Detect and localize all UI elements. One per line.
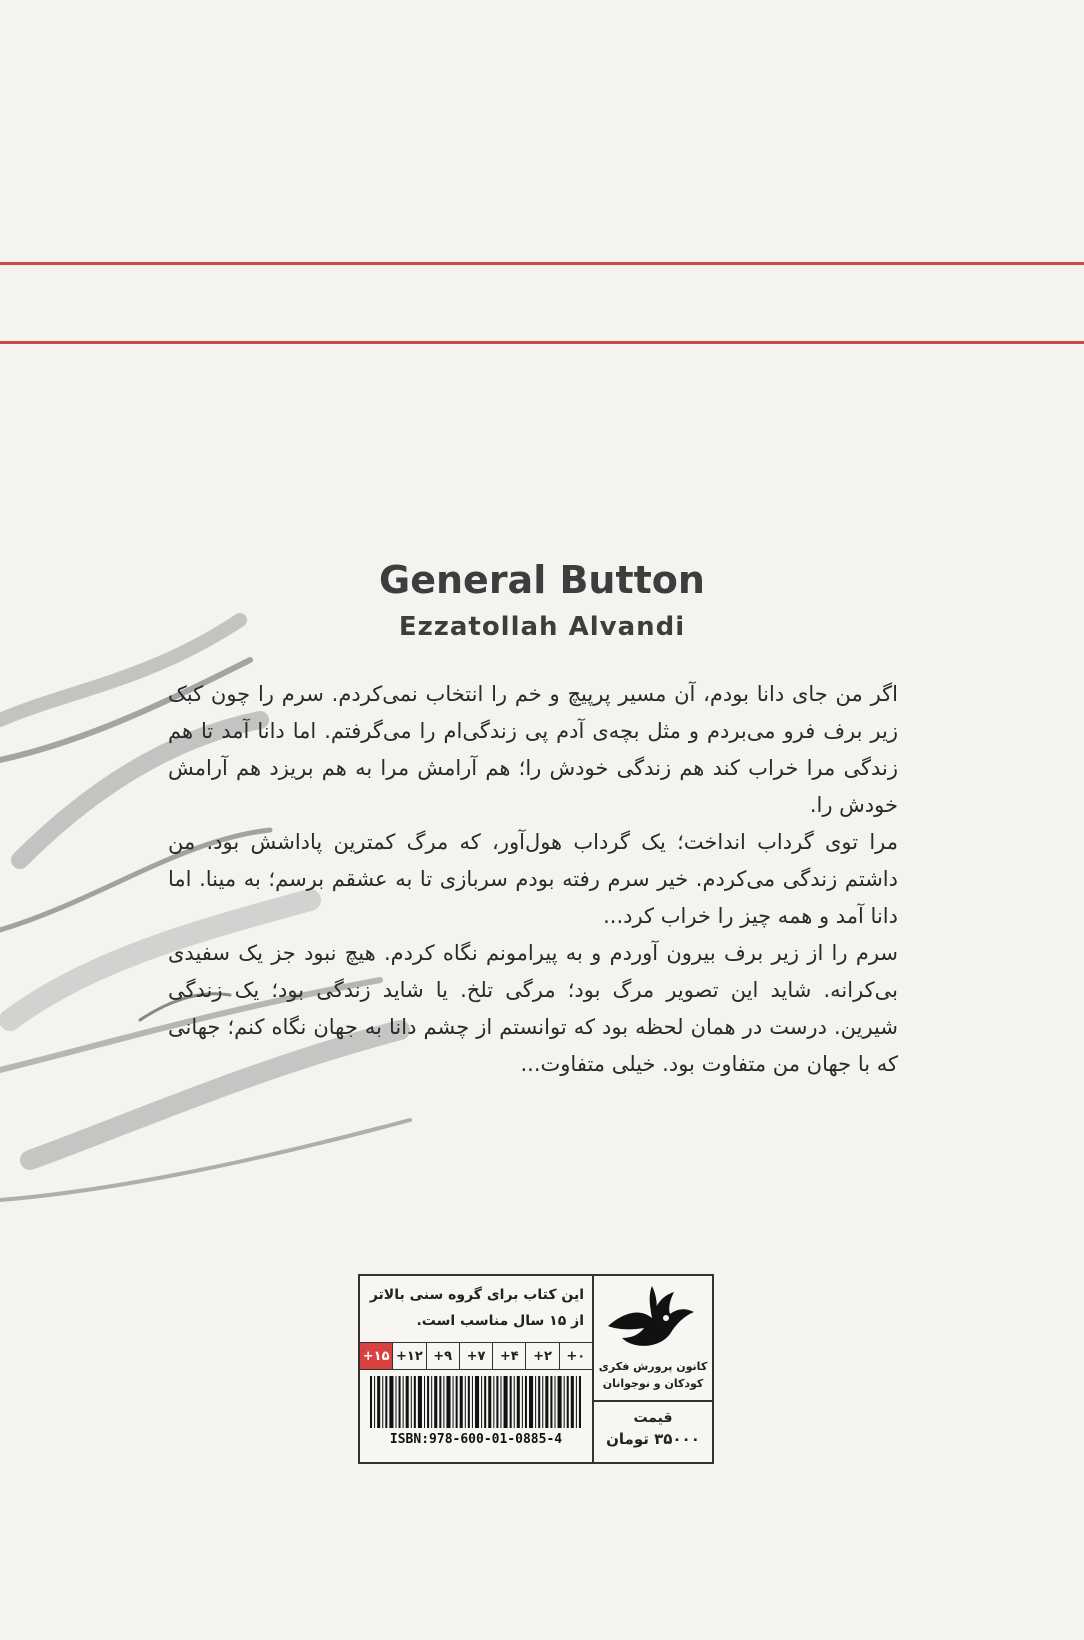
bird-logo-icon	[604, 1282, 698, 1354]
price-value: ۳۵۰۰۰ تومان	[606, 1430, 700, 1448]
age-group-cell: +۰	[559, 1343, 592, 1369]
publisher-info-box	[358, 1274, 714, 1464]
age-group-row	[360, 1342, 592, 1370]
age-group-cell: +۱۵	[360, 1343, 392, 1369]
book-author: Ezzatollah Alvandi	[398, 612, 686, 642]
top-red-rule	[0, 262, 1084, 265]
age-group-cell: +۷	[459, 1343, 492, 1369]
age-group-cell: +۲	[525, 1343, 558, 1369]
blurb-paragraph: اگر من جای دانا بودم، آن مسیر پرپیچ و خم را انتخاب نمی‌کردم. سرم را چون کبک زیر برف فرو می‌بردم و مثل بچه‌ی آدم پی زندگی‌ام را می‌گرفتم. اما دانا آمد تا هم زندگی مرا خراب کند هم زندگی خودش را؛ هم آرامش مرا به هم بریزد هم آرامش خودش را.	[168, 682, 898, 817]
bottom-red-rule	[0, 341, 1084, 344]
isbn-number: ISBN:978-600-01-0885-4	[389, 1432, 563, 1447]
publisher-logo-area	[594, 1276, 712, 1402]
age-recommendation-note: این کتاب برای گروه سنی بالاتر از ۱۵ سال مناسب است.	[369, 1287, 584, 1329]
blurb-paragraph: مرا توی گرداب انداخت؛ یک گرداب هول‌آور، که مرگ کمترین پاداشش بود. من داشتم زندگی می‌کردم. خیر سرم رفته بودم سربازی تا به عشقم برسم؛ به مینا. اما دانا آمد و همه چیز را خراب کرد...	[168, 830, 898, 928]
blurb-paragraph: سرم را از زیر برف بیرون آوردم و به پیرامونم نگاه کردم. هیچ نبود جز یک سفیدی بی‌کرانه. شاید این تصویر مرگ بود؛ مرگی تلخ. یا شاید زندگی بود؛ یک زندگی شیرین. درست در همان لحظه بود که توانستم از چشم دانا به جهان نگاه کنم؛ جهانی که با جهان من متفاوت بود. خیلی متفاوت...	[168, 941, 898, 1076]
age-group-cell: +۱۲	[392, 1343, 425, 1369]
age-and-barcode-panel	[360, 1276, 594, 1462]
age-group-cell: +۹	[426, 1343, 459, 1369]
price-label: قیمت	[633, 1410, 673, 1426]
publisher-name: کانون پرورش فکری کودکان و نوجوانان	[598, 1360, 708, 1390]
barcode	[370, 1376, 582, 1428]
book-title: General Button	[379, 558, 705, 602]
price-area	[594, 1402, 712, 1462]
publisher-panel	[594, 1276, 712, 1462]
blurb-text	[168, 676, 898, 1083]
age-group-cell: +۴	[492, 1343, 525, 1369]
